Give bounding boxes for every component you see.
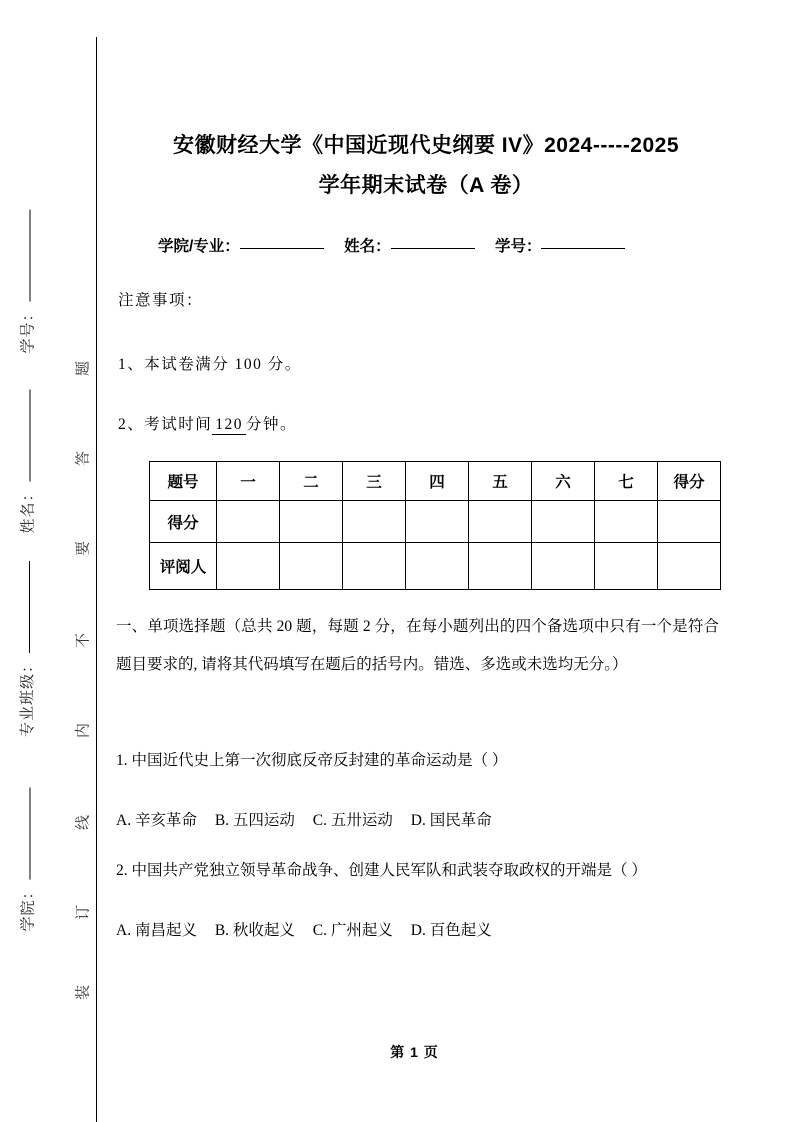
margin-label-major-class [16,612,37,737]
notes-item-2-suffix: 分钟。 [246,416,298,433]
score-cell-1[interactable] [217,501,280,543]
question-1-stem: 1. 中国近代史上第一次彻底反帝反封建的革命运动是（ ） [116,752,508,769]
score-table-col-total: 得分 [658,462,721,501]
notes-item-2 [118,412,297,435]
score-cell-6[interactable] [532,501,595,543]
grader-cell-2[interactable] [280,543,343,590]
question-1-options [116,802,721,840]
grader-cell-4[interactable] [406,543,469,590]
identity-field-name [344,238,479,255]
question-2-option-a[interactable]: A. 南昌起义 [116,922,197,939]
identity-input-name[interactable] [391,248,475,249]
score-table-col-6: 六 [532,462,595,501]
seal-line-char-7: 订 [75,905,92,921]
question-1-option-d[interactable]: D. 国民革命 [410,812,492,829]
score-table-row-header-grader: 评阅人 [150,543,217,590]
score-table-col-5: 五 [469,462,532,501]
margin-blank-major-class[interactable] [29,561,30,653]
score-cell-7[interactable] [595,501,658,543]
question-1-option-c[interactable]: C. 五卅运动 [312,812,393,829]
seal-line-char-1: 题 [75,361,92,377]
question-1-option-a[interactable]: A. 辛亥革命 [116,812,197,829]
score-table-score-row [150,501,721,543]
identity-field-college-major [158,238,328,255]
page-title-line-1: 安徽财经大学《中国近现代史纲要 IV》2024-----2025 [172,134,680,157]
identity-label-student-id: 学号： [494,238,542,255]
score-table-grader-row [150,543,721,590]
question-2-option-d[interactable]: D. 百色起义 [410,922,492,939]
notes-item-1: 1、本试卷满分 100 分。 [118,356,302,373]
identity-field-student-id [495,238,626,255]
seal-line-char-2: 答 [75,451,92,467]
notes-item-2-prefix: 2、考试时间 [118,416,213,433]
score-table-row-header-question-no: 题号 [150,462,217,501]
binding-margin-rule [96,37,97,1122]
grader-cell-1[interactable] [217,543,280,590]
section-heading-multiple-choice: 一、单项选择题（总共 20 题，每题 2 分，在每小题列出的四个备选项中只有一个是符合题目要求的, 请将其代码填写在题后的括号内。错选、多选或未选均无分。） [116,618,719,673]
margin-label-student-id [17,244,38,354]
question-2-options [116,912,721,950]
score-table [149,461,721,590]
margin-label-student-id-text: 学号： [20,305,37,354]
page-title [126,126,726,206]
identity-input-college-major[interactable] [240,248,324,249]
binding-margin [0,0,112,1122]
grader-cell-5[interactable] [469,543,532,590]
seal-line-char-6: 线 [75,815,92,831]
score-table-col-7: 七 [595,462,658,501]
page-footer: 第 1 页 [390,1044,439,1060]
seal-line-char-5: 内 [75,723,92,739]
seal-line-char-3: 要 [75,541,92,557]
grader-cell-7[interactable] [595,543,658,590]
margin-blank-student-id[interactable] [30,209,31,301]
exam-duration-value[interactable]: 120 [212,416,246,435]
identity-input-student-id[interactable] [541,248,625,249]
score-cell-5[interactable] [469,501,532,543]
score-table-col-3: 三 [343,462,406,501]
seal-line-char-4: 不 [75,633,92,649]
grader-cell-6[interactable] [532,543,595,590]
seal-line-char-8: 装 [75,985,92,1001]
identity-label-name: 姓名： [344,238,391,255]
score-cell-2[interactable] [280,501,343,543]
identity-label-college-major: 学院/专业： [158,238,240,255]
identity-field-row [158,234,641,256]
margin-label-college-text: 学院： [20,883,37,932]
grader-cell-3[interactable] [343,543,406,590]
score-table-col-2: 二 [280,462,343,501]
grader-cell-total[interactable] [658,543,721,590]
margin-label-college [17,822,38,932]
margin-blank-student-name[interactable] [30,389,31,481]
question-1-option-b[interactable]: B. 五四运动 [214,812,295,829]
page-title-line-2: 学年期末试卷（A 卷） [318,174,534,197]
question-2-option-b[interactable]: B. 秋收起义 [214,922,295,939]
margin-label-major-class-text: 专业班级： [20,656,36,737]
exam-sheet [112,0,793,1122]
question-2-option-c[interactable]: C. 广州起义 [312,922,393,939]
score-table-col-4: 四 [406,462,469,501]
score-cell-4[interactable] [406,501,469,543]
question-2-stem: 2. 中国共产党独立领导革命战争、创建人民军队和武装夺取政权的开端是（ ） [116,862,647,879]
score-table-col-1: 一 [217,462,280,501]
margin-blank-college[interactable] [30,787,31,879]
notes-heading: 注意事项： [118,292,204,309]
margin-label-student-name-text: 姓名： [20,485,37,534]
question-1 [116,742,721,840]
score-cell-total[interactable] [658,501,721,543]
score-table-header-row [150,462,721,501]
score-cell-3[interactable] [343,501,406,543]
question-2 [116,852,721,950]
margin-label-student-name [17,424,38,534]
score-table-row-header-score: 得分 [150,501,217,543]
